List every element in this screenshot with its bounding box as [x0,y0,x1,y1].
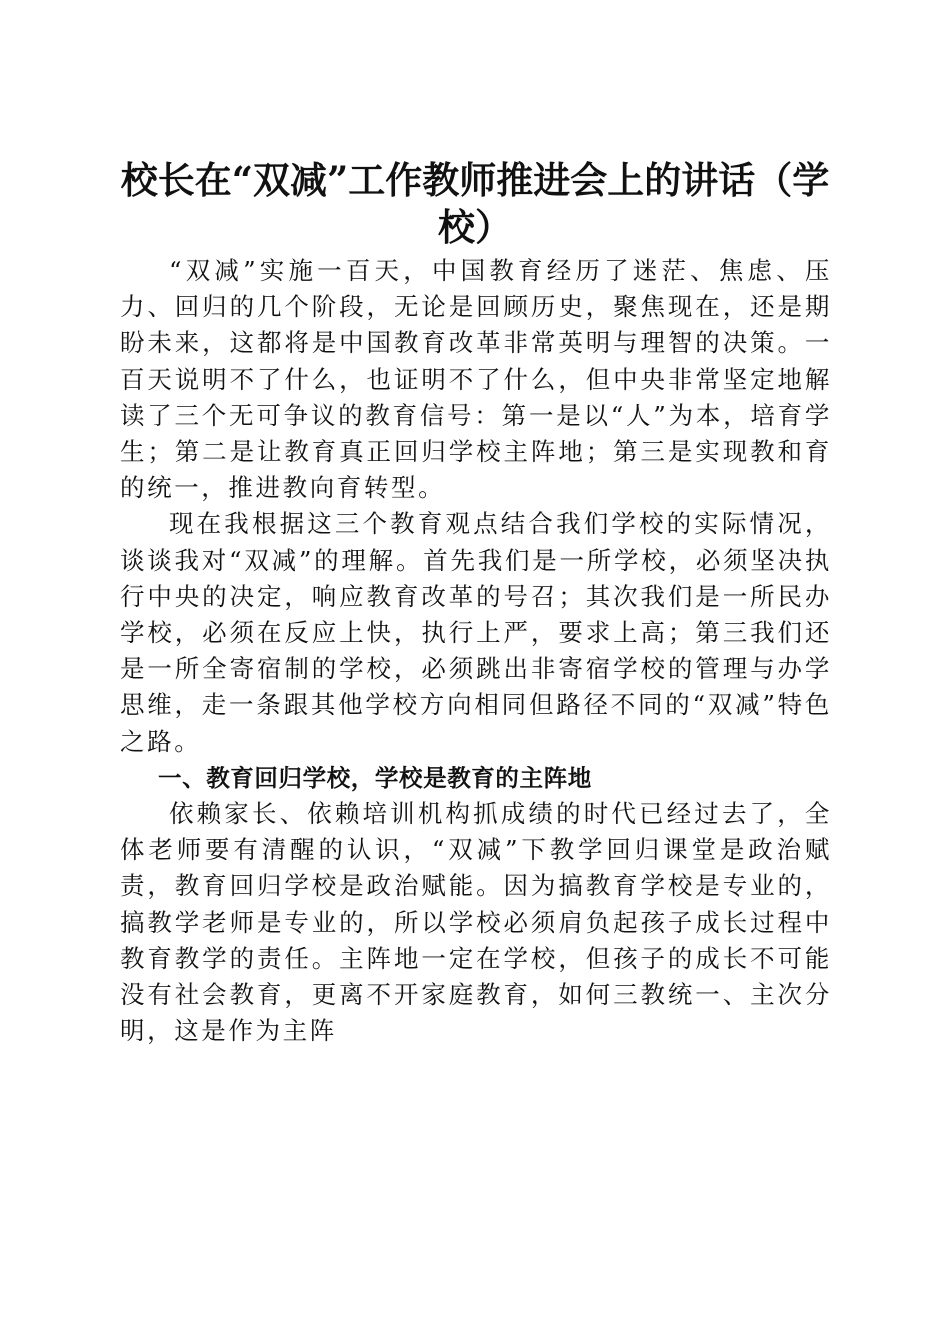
paragraph-section-one: 依赖家长、依赖培训机构抓成绩的时代已经过去了，全体老师要有清醒的认识，“双减”下教学回归课堂是政治赋责，教育回归学校是政治赋能。因为搞教育学校是专业的，搞教学老师是专业的，所以学校必须肩负起孩子成长过程中教育教学的责任。主阵地一定在学校，但孩子的成长不可能没有社会教育，更离不开家庭教育，如何三教统一、主次分明，这是作为主阵 [120,799,832,1046]
section-heading: 一、教育回归学校，学校是教育的主阵地 [158,763,592,792]
paragraph-intro: “双减”实施一百天，中国教育经历了迷茫、焦虑、压力、回归的几个阶段，无论是回顾历史，聚焦现在，还是期盼未来，这都将是中国教育改革非常英明与理智的决策。一百天说明不了什么，也证明不了什么，但中央非常坚定地解读了三个无可争议的教育信号：第一是以“人”为本，培育学生；第二是让教育真正回归学校主阵地；第三是实现教和育的统一，推进教向育转型。 [120,256,832,503]
document-body [120,253,832,1049]
paragraph-understanding: 现在我根据这三个教育观点结合我们学校的实际情况，谈谈我对“双减”的理解。首先我们是一所学校，必须坚决执行中央的决定，响应教育改革的号召；其次我们是一所民办学校，必须在反应上快，执行上严，要求上高；第三我们还是一所全寄宿制的学校，必须跳出非寄宿学校的管理与办学思维，走一条跟其他学校方向相同但路径不同的“双减”特色之路。 [120,509,832,756]
document-title: 校长在“双减”工作教师推进会上的讲话（学校） [120,157,830,249]
